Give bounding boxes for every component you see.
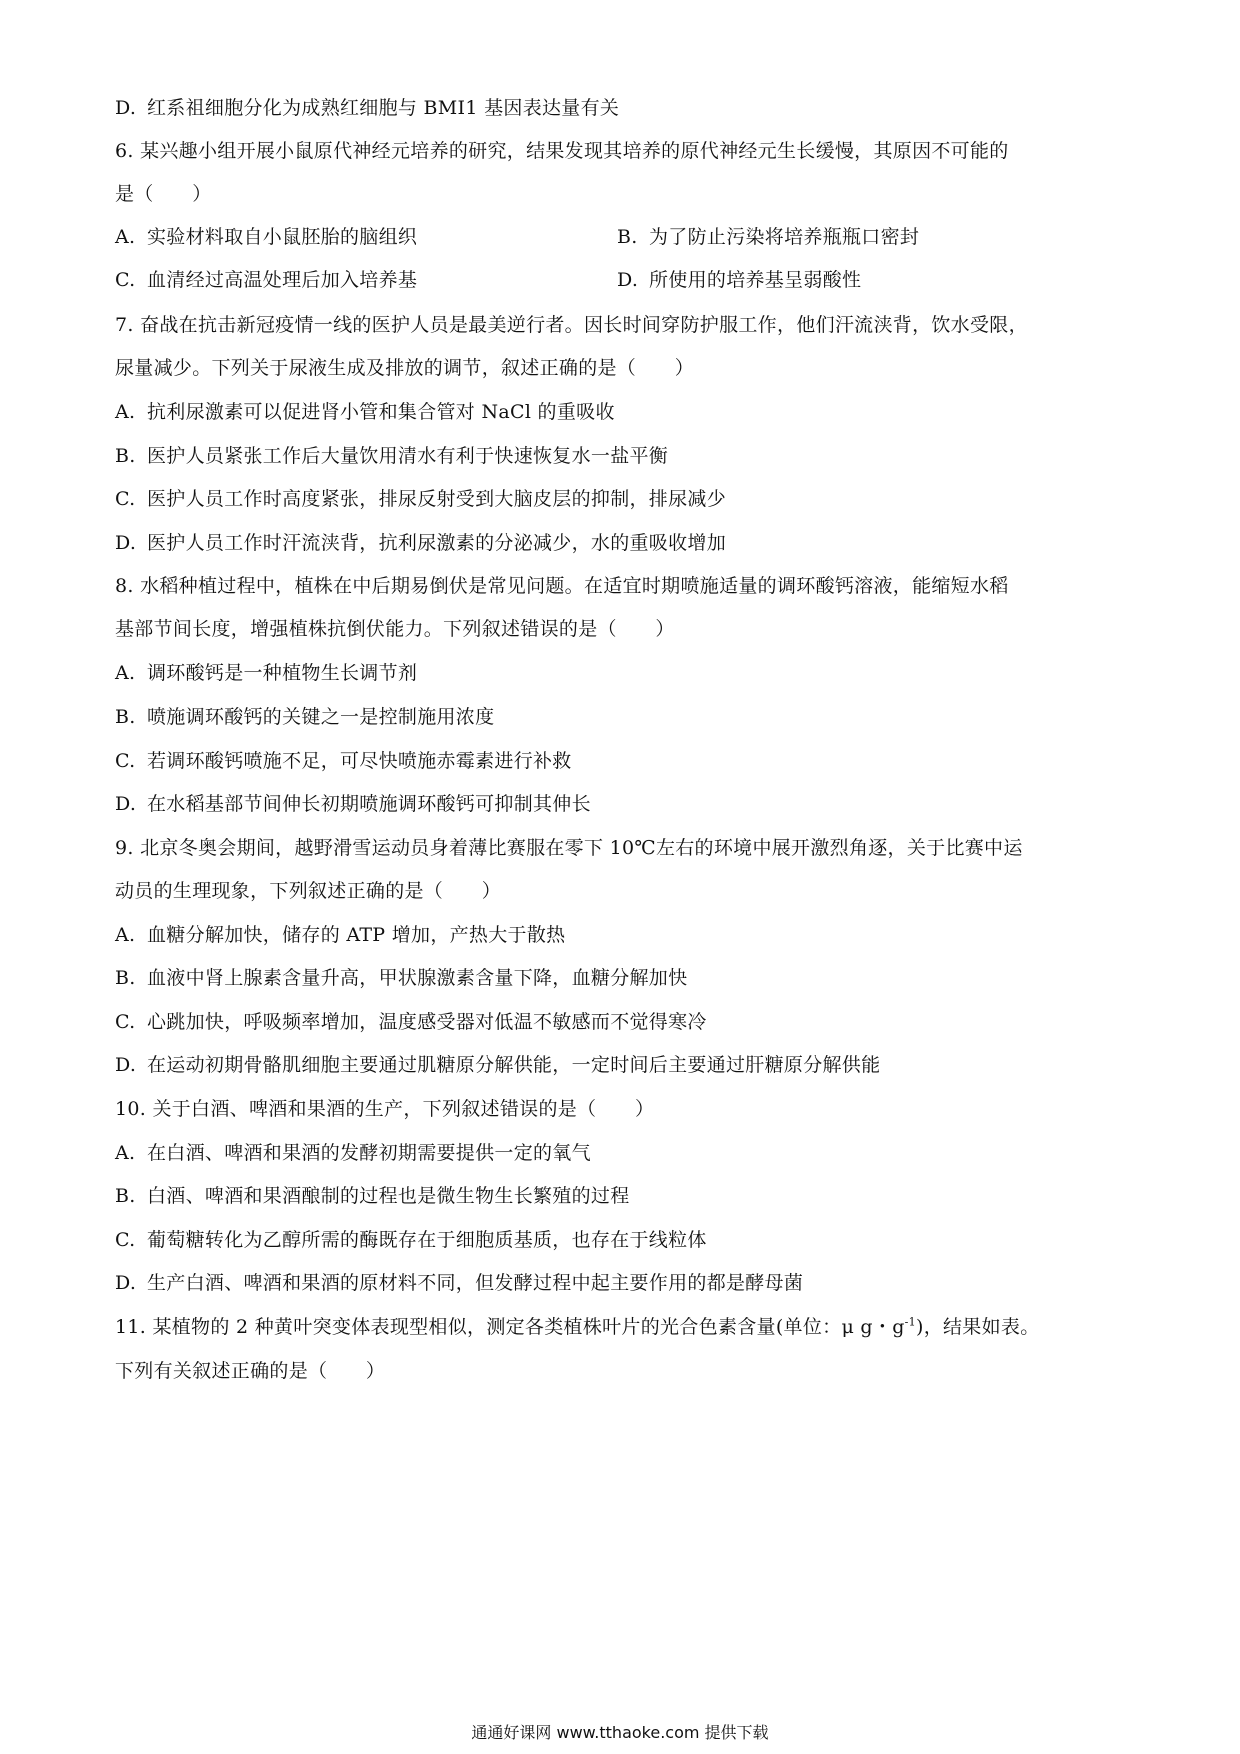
option-label: A.	[115, 1142, 136, 1164]
q11-stem-line2: 下列有关叙述正确的是（ ）	[115, 1360, 386, 1382]
q9-stem-line1: 9. 北京冬奥会期间，越野滑雪运动员身着薄比赛服在零下 10℃左右的环境中展开激烈角逐，关于比赛中运	[115, 837, 1023, 859]
page-footer: 通通好课网 www.tthaoke.com 提供下载	[471, 1723, 769, 1742]
option-text: 抗利尿激素可以促进肾小管和集合管对 NaCl 的重吸收	[147, 401, 615, 423]
q8-option-b	[115, 705, 494, 729]
option-text: 心跳加快，呼吸频率增加，温度感受器对低温不敏感而不觉得寒冷	[147, 1011, 707, 1033]
option-text: 医护人员工作时汗流浃背，抗利尿激素的分泌减少，水的重吸收增加	[147, 532, 727, 554]
q9-stem-line2: 动员的生理现象，下列叙述正确的是（ ）	[115, 880, 502, 902]
option-text: 红系祖细胞分化为成熟红细胞与 BMI1 基因表达量有关	[147, 97, 620, 119]
option-label: C.	[115, 1229, 136, 1251]
option-text: 调环酸钙是一种植物生长调节剂	[147, 662, 418, 684]
q6-option-b-text: 为了防止污染将培养瓶瓶口密封	[649, 226, 920, 248]
option-label: A.	[115, 662, 136, 684]
option-label: B.	[115, 706, 136, 728]
q7-option-d	[115, 531, 726, 555]
q9-option-a	[115, 923, 565, 947]
option-label: C.	[115, 269, 136, 291]
q11-stem-post: )，结果如表。	[915, 1316, 1040, 1338]
option-text: 在水稻基部节间伸长初期喷施调环酸钙可抑制其伸长	[147, 793, 591, 815]
q7-option-c	[115, 487, 726, 511]
q8-option-c	[115, 749, 572, 773]
q8-option-a	[115, 661, 417, 685]
q6-stem-line1: 6. 某兴趣小组开展小鼠原代神经元培养的研究，结果发现其培养的原代神经元生长缓慢，其原因不可能的	[115, 140, 1009, 162]
option-label: A.	[115, 226, 136, 248]
q9-option-b	[115, 966, 687, 990]
q8-stem-line1: 8. 水稻种植过程中，植株在中后期易倒伏是常见问题。在适宜时期喷施适量的调环酸钙溶液，能缩短水稻	[115, 575, 1009, 597]
q6-option-d-text: 所使用的培养基呈弱酸性	[649, 269, 862, 291]
option-text: 葡萄糖转化为乙醇所需的酶既存在于细胞质基质，也存在于线粒体	[147, 1229, 707, 1251]
option-label: D.	[115, 1272, 137, 1294]
option-label: B.	[617, 226, 638, 248]
q9-option-d	[115, 1053, 880, 1077]
q8-stem-line2: 基部节间长度，增强植株抗倒伏能力。下列叙述错误的是（ ）	[115, 618, 675, 640]
option-label: D.	[115, 1054, 137, 1076]
q7-option-b	[115, 444, 668, 468]
option-label: B.	[115, 445, 136, 467]
option-text: 医护人员工作时高度紧张，排尿反射受到大脑皮层的抑制，排尿减少	[147, 488, 727, 510]
option-label: C.	[115, 488, 136, 510]
option-text: 血糖分解加快，储存的 ATP 增加，产热大于散热	[147, 924, 566, 946]
option-text: 在白酒、啤酒和果酒的发酵初期需要提供一定的氧气	[147, 1142, 591, 1164]
option-text: 生产白酒、啤酒和果酒的原材料不同，但发酵过程中起主要作用的都是酵母菌	[147, 1272, 804, 1294]
q9-option-c	[115, 1010, 707, 1034]
option-label: B.	[115, 967, 136, 989]
q8-option-d	[115, 792, 591, 816]
option-label: A.	[115, 401, 136, 423]
q6-options-row2	[115, 268, 1115, 292]
q7-stem-line2: 尿量减少。下列关于尿液生成及排放的调节，叙述正确的是（ ）	[115, 357, 695, 379]
q10-option-d	[115, 1271, 803, 1295]
option-label: D.	[115, 97, 137, 119]
q5-option-d	[115, 96, 619, 120]
q11-stem-line1	[115, 1315, 1040, 1339]
option-text: 在运动初期骨骼肌细胞主要通过肌糖原分解供能，一定时间后主要通过肝糖原分解供能	[147, 1054, 881, 1076]
option-label: B.	[115, 1185, 136, 1207]
q7-option-a	[115, 400, 615, 424]
option-label: C.	[115, 1011, 136, 1033]
option-label: A.	[115, 924, 136, 946]
q7-stem-line1: 7. 奋战在抗击新冠疫情一线的医护人员是最美逆行者。因长时间穿防护服工作，他们汗流浃背，饮水受限，	[115, 314, 1028, 336]
option-text: 喷施调环酸钙的关键之一是控制施用浓度	[147, 706, 495, 728]
q6-option-c-text: 血清经过高温处理后加入培养基	[147, 269, 418, 291]
option-text: 白酒、啤酒和果酒酿制的过程也是微生物生长繁殖的过程	[147, 1185, 630, 1207]
q11-unit-exponent: -1	[904, 1315, 916, 1329]
q6-options-row1	[115, 225, 1115, 249]
q10-stem: 10. 关于白酒、啤酒和果酒的生产，下列叙述错误的是（ ）	[115, 1098, 655, 1120]
q6-stem-line2: 是（ ）	[115, 183, 212, 205]
option-text: 若调环酸钙喷施不足，可尽快喷施赤霉素进行补救	[147, 750, 572, 772]
option-label: C.	[115, 750, 136, 772]
option-label: D.	[115, 532, 137, 554]
q6-option-a-text: 实验材料取自小鼠胚胎的脑组织	[147, 226, 418, 248]
option-text: 血液中肾上腺素含量升高，甲状腺激素含量下降，血糖分解加快	[147, 967, 688, 989]
q11-stem-pre: 11. 某植物的 2 种黄叶突变体表现型相似，测定各类植株叶片的光合色素含量(单位：μ g・g	[115, 1316, 905, 1338]
option-label: D.	[115, 793, 137, 815]
option-label: D.	[617, 269, 639, 291]
q10-option-c	[115, 1228, 707, 1252]
q10-option-a	[115, 1141, 591, 1165]
q10-option-b	[115, 1184, 630, 1208]
option-text: 医护人员紧张工作后大量饮用清水有利于快速恢复水一盐平衡	[147, 445, 669, 467]
